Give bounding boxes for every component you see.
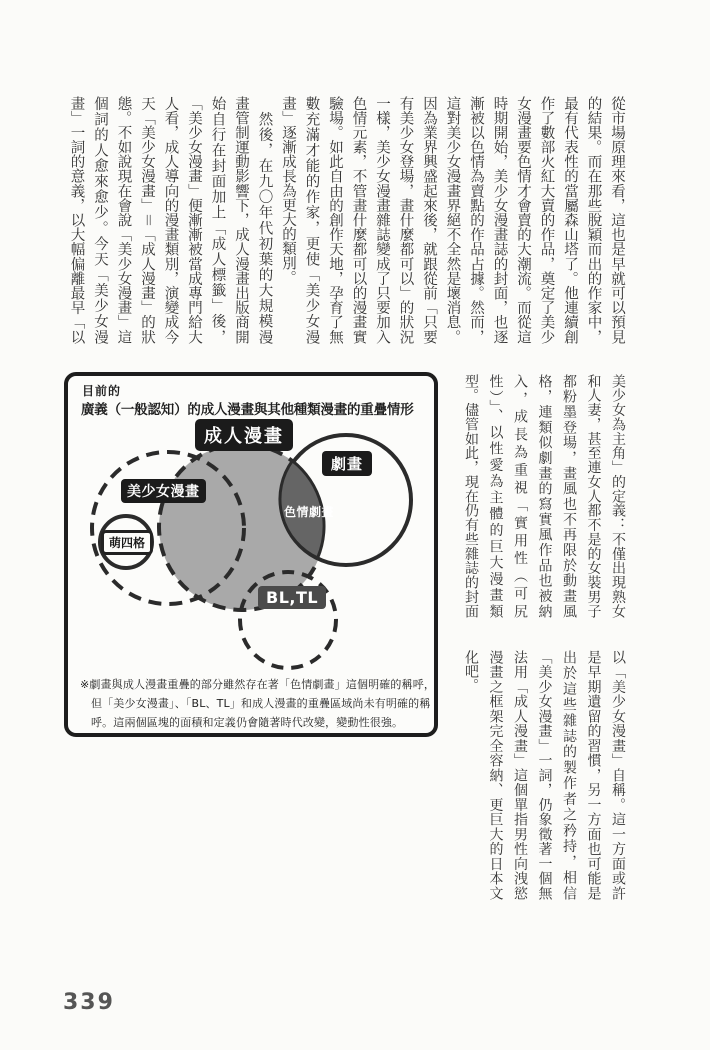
- text-column: 漫畫之框架完全容納、更巨大的日本文: [487, 650, 504, 900]
- text-column: 人看，成人導向的漫畫類別，演變成今: [162, 96, 179, 344]
- note-line: 呼。這兩個區塊的面積和定義仍會隨著時代改變，變動性很強。: [91, 716, 404, 729]
- note-line: ※劇畫與成人漫畫重疊的部分雖然存在著「色情劇畫」這個明確的稱呼，: [80, 678, 436, 691]
- text-column: 女漫畫要色情才會賣的大潮流。而從這: [515, 96, 531, 344]
- text-column: 法用「成人漫畫」這個單指男性向洩慾: [512, 650, 528, 900]
- text-column: 個詞的人愈來愈少。今天「美少女漫: [92, 96, 108, 344]
- text-column: 然後，在九〇年代初葉的大規模漫: [256, 96, 273, 344]
- venn-diagram-box: [64, 372, 438, 737]
- ero-gekiga-label: 色情劇畫: [284, 505, 335, 519]
- text-column: 數充滿才能的作家，更使「美少女漫: [303, 96, 320, 344]
- text-column: 「美少女漫畫」便漸漸被當成專門給大: [186, 96, 202, 344]
- main-text-block: [64, 96, 628, 346]
- text-column: 有美少女登場，畫什麼都可以」的狀況: [397, 96, 414, 344]
- text-column: 的結果。而在那些脫穎而出的作家中，: [585, 96, 602, 344]
- text-column: 從市場原理來看，這也是早就可以預見: [609, 96, 625, 344]
- text-column: 始自行在封面加上「成人標籤」後，: [209, 96, 226, 344]
- text-column: 畫」逐漸成長為更大的類別。: [280, 96, 296, 285]
- figure-note: [80, 675, 436, 732]
- text-column: 態。不如說現在會說「美少女漫畫」這: [115, 96, 132, 344]
- text-column: 和人妻，甚至連女人都不是的女裝男子: [585, 374, 602, 618]
- adult-manga-label: 成人漫畫: [195, 419, 293, 451]
- gekiga-label: 劇畫: [322, 451, 372, 476]
- bishoujo-manga-label: 美少女漫畫: [121, 479, 206, 503]
- text-column: 色情元素，不管畫什麼都可以的漫畫實: [350, 96, 367, 344]
- page-number: 339: [63, 990, 115, 1015]
- text-column: 一樣，美少女漫畫雜誌變成了只要加入: [374, 96, 390, 344]
- bl-tl-label: BL,TL: [258, 586, 326, 609]
- text-column: 天「美少女漫畫」＝「成人漫畫」的狀: [139, 96, 155, 344]
- figure-kicker: 目前的: [82, 384, 122, 398]
- figure-title: 廣義（一般認知）的成人漫畫與其他種類漫畫的重疊情形: [81, 402, 414, 418]
- text-column: 「美少女漫畫」一詞，仍象徵著一個無: [536, 650, 553, 900]
- text-column: 是早期遺留的習慣，另一方面也可能是: [585, 650, 602, 900]
- text-column: 時期開始，美少女漫畫誌的封面，也逐: [491, 96, 508, 344]
- right-text-block-2: [458, 650, 630, 902]
- text-column: 以「美少女漫畫」自稱。這一方面或許: [610, 650, 626, 900]
- text-column: 畫」一詞的意義，以大幅偏離最早「以: [68, 96, 85, 344]
- right-text-block-1: [458, 374, 630, 620]
- text-column: 格，連類似劇畫的寫實風作品也被納: [536, 374, 553, 618]
- text-column: 性）」、以性愛為主體的巨大漫畫類: [487, 374, 504, 618]
- text-column: 入，成長為重視「實用性（可尻: [512, 374, 528, 618]
- text-column: 美少女為主角」的定義：不僅出現熟女: [610, 374, 626, 618]
- text-column: 這對美少女漫畫界絕不全然是壞消息。: [444, 96, 461, 344]
- moe-yonkoma-label: 萌四格: [101, 530, 153, 555]
- text-column: 因為業界興盛起來後，就跟從前「只要: [421, 96, 437, 344]
- text-column: 出於這些雜誌的製作者之矜持，相信: [561, 650, 577, 900]
- note-line: 但「美少女漫畫」、「BL、TL」和成人漫畫的重疊區域尚未有明確的稱: [91, 697, 431, 710]
- text-column: 最有代表性的當屬森山塔了。他連續創: [562, 96, 578, 344]
- text-column: 作了數部火紅大賣的作品，奠定了美少: [538, 96, 555, 344]
- text-column: 化吧。: [463, 650, 479, 692]
- text-column: 型。儘管如此，現在仍有些雜誌的封面: [463, 374, 479, 618]
- text-column: 漸被以色情為賣點的作品占據。然而，: [468, 96, 484, 344]
- text-column: 畫管制運動影響下，成人漫畫出版商開: [233, 96, 249, 344]
- text-column: 都粉墨登場，畫風也不再限於動畫風: [561, 374, 577, 618]
- text-column: 驗場。如此自由的創作天地，孕育了無: [327, 96, 343, 344]
